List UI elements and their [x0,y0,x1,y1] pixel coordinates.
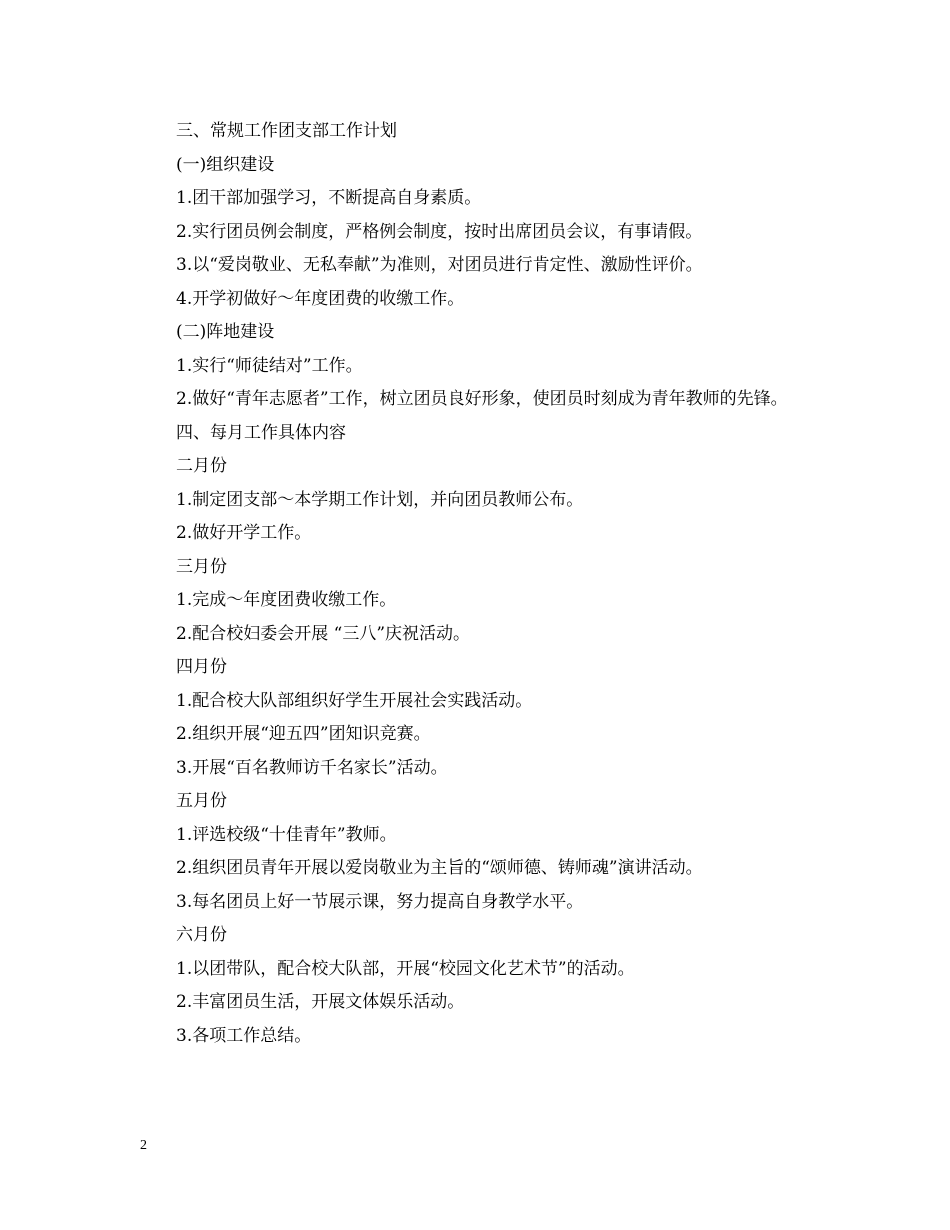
list-item: 2.配合校妇委会开展 “三八”庆祝活动。 [176,623,471,644]
list-item: 3.各项工作总结。 [176,1025,312,1046]
list-item: 1.团干部加强学习，不断提高自身素质。 [176,188,482,208]
document-body [140,115,820,1053]
section-heading-monthly-work: 四、每月工作具体内容 [176,422,346,443]
section-heading-routine-work: 三、常规工作团支部工作计划 [176,121,397,141]
month-heading-february: 二月份 [176,456,227,476]
list-item: 2.丰富团员生活，开展文体娱乐活动。 [176,992,465,1012]
month-heading-june: 六月份 [176,925,227,945]
list-item: 2.组织开展“迎五四”团知识竞赛。 [176,724,431,744]
list-item: 4.开学初做好～年度团费的收缴工作。 [176,288,465,309]
list-item: 1.制定团支部～本学期工作计划，并向团员教师公布。 [176,489,584,510]
month-heading-april: 四月份 [176,657,227,677]
list-item: 1.完成～年度团费收缴工作。 [176,590,397,610]
list-item: 1.配合校大队部组织好学生开展社会实践活动。 [176,690,533,711]
list-item: 3.每名团员上好一节展示课，努力提高自身教学水平。 [176,891,584,912]
list-item: 3.以“爱岗敬业、无私奉献”为准则，对团员进行肯定性、激励性评价。 [176,255,703,275]
page-number: 2 [140,1138,147,1153]
subheading-position-building: (二)阵地建设 [176,322,275,342]
list-item: 3.开展“百名教师访千名家长”活动。 [176,757,448,778]
month-heading-march: 三月份 [176,556,227,577]
list-item: 1.以团带队，配合校大队部，开展“校园文化艺术节”的活动。 [176,958,635,979]
month-heading-may: 五月份 [176,791,227,811]
list-item: 1.实行“师徒结对”工作。 [176,355,363,376]
list-item: 2.实行团员例会制度，严格例会制度，按时出席团员会议，有事请假。 [176,221,703,242]
subheading-organization-building: (一)组织建设 [176,154,275,175]
list-item: 1.评选校级“十佳青年”教师。 [176,824,397,845]
list-item-wrapped: 2.做好“青年志愿者”工作，树立团员良好形象，使团员时刻成为青年教师的先锋。 [176,389,788,409]
list-item: 2.做好开学工作。 [176,523,312,543]
list-item: 2.组织团员青年开展以爱岗敬业为主旨的“颂师德、铸师魂”演讲活动。 [176,858,703,878]
